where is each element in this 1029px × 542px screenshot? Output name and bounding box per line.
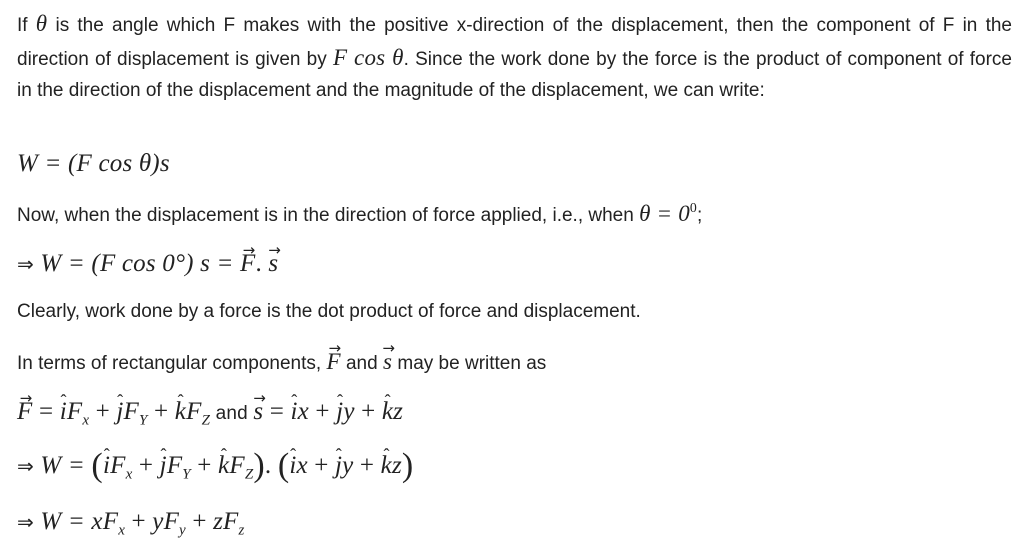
component-equations: → F = ˆ $iF_x$ + ˆ $jF_Y$ + ˆ $kF_Z$ and → s = ˆ ix + ˆ jy + ˆ kz (17, 396, 403, 429)
direction-text: Now, when the displacement is in the direction of force applied, i.e., when (17, 205, 640, 226)
work-equation-1: W = (F cos θ)s (17, 150, 170, 177)
force-vector: → F (326, 346, 340, 377)
f-cos-theta: F cos θ (332, 44, 404, 70)
semicolon: ; (697, 205, 703, 226)
dot-product-statement: Clearly, work done by a force is the dot product of force and displacement. (17, 301, 641, 322)
theta-zero: $\theta = 0^0$ (639, 200, 698, 226)
implies-icon: ⇒ (17, 454, 34, 478)
force-vector: → F (240, 248, 255, 279)
work-equation-2: ⇒ W = (F cos 0°) s = → F. → s (17, 248, 278, 280)
work-dot-product-equation: ⇒ W = (ˆ $iF_x$ + ˆ $jF_Y$ + ˆ $kF_Z$). (ˆ ix + ˆ jy + ˆ kz) (17, 450, 413, 482)
intro-text-1: If (17, 15, 36, 36)
theta-symbol: θ (35, 11, 48, 36)
intro-text-2: is the angle which F makes with the positive x-direction of the displacement, then the component of F in the direction of displacement is given by (17, 15, 1012, 70)
direction-statement (17, 198, 702, 231)
work-final-equation: ⇒ $W = xF_x + yF_y + zF_z$ (17, 508, 245, 539)
implies-icon: ⇒ (17, 510, 34, 534)
intro-text-3: . Since the work done by the force is the product of component of force in the direction of the displacement and the magnitude of the displacement, we can write: (17, 48, 1012, 101)
intro-paragraph (17, 8, 1012, 107)
displacement-vector: → s (383, 346, 392, 377)
displacement-vector: → s (268, 248, 278, 279)
implies-icon: ⇒ (17, 252, 34, 276)
components-statement: In terms of rectangular components, → F and → s may be written as (17, 346, 546, 379)
